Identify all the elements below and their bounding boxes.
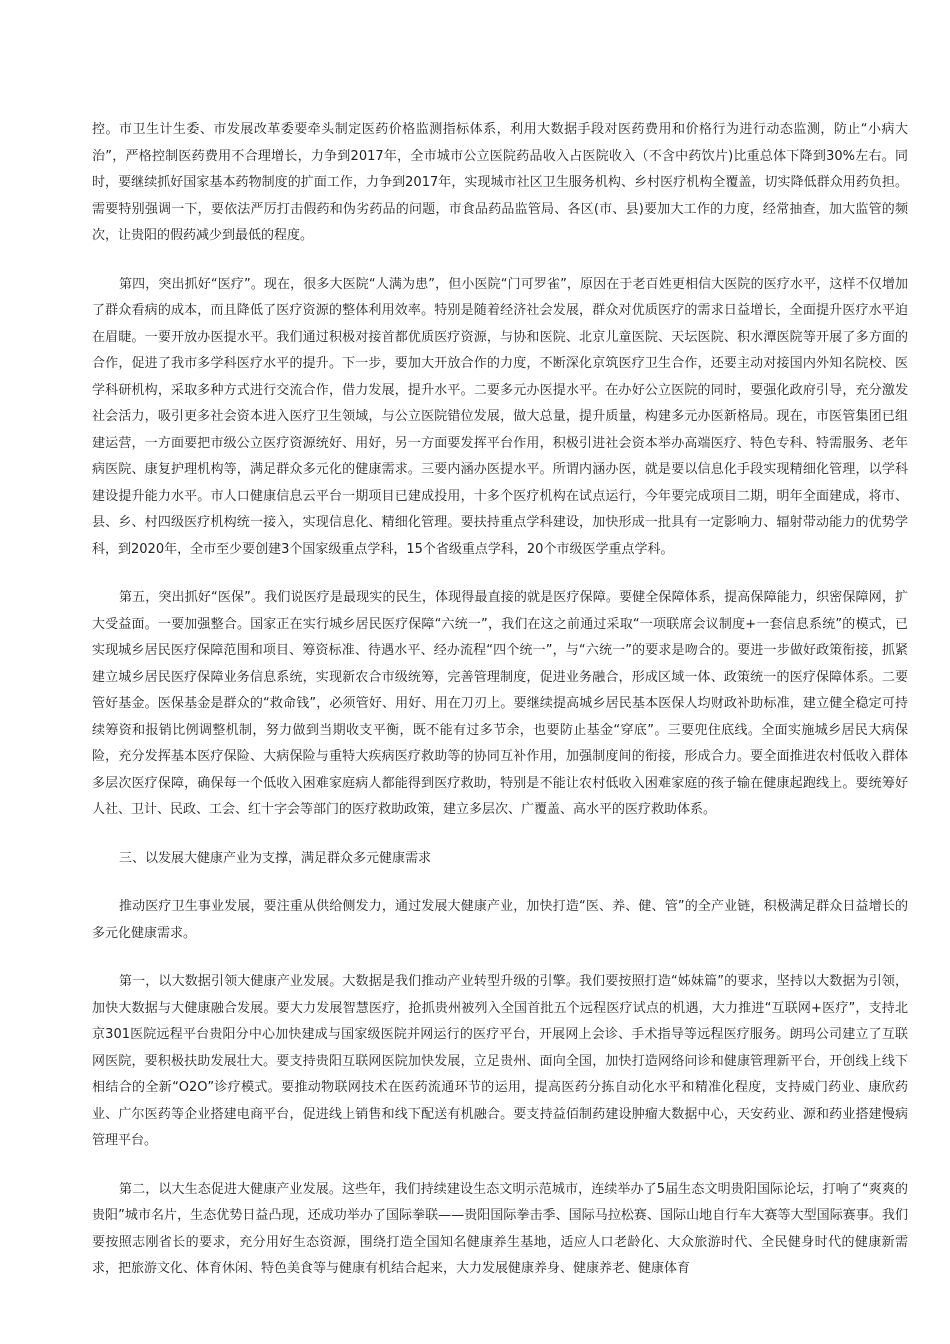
- paragraph-fourth-medical: 第四，突出抓好“医疗”。现在，很多大医院“人满为患”，但小医院“门可罗雀”，原因在于老百姓更相信大医院的医疗水平，这样不仅增加了群众看病的成本，而且降低了医疗资源的整体利用效率。特别是随着经济社会发展，群众对优质医疗的需求日益增长，全面提升医疗水平迫在眉睫。一要开放办医提水平。我们通过积极对接首都优质医疗资源，与协和医院、北京儿童医院、天坛医院、积水潭医院等开展了多方面的合作，促进了我市多学科医疗水平的提升。下一步，要加大开放合作的力度，不断深化京筑医疗卫生合作，还要主动对接国内外知名院校、医学科研机构，采取多种方式进行交流合作，借力发展，提升水平。二要多元办医提水平。在办好公立医院的同时，要强化政府引导，充分激发社会活力，吸引更多社会资本进入医疗卫生领域，与公立医院错位发展，做大总量，提升质量，构建多元办医新格局。现在，市医管集团已组建运营，一方面要把市级公立医疗资源统好、用好，另一方面要发挥平台作用，积极引进社会资本举办高端医疗、特色专科、特需服务、老年病医院、康复护理机构等，满足群众多元化的健康需求。三要内涵办医提水平。所谓内涵办医，就是要以信息化手段实现精细化管理，以学科建设提升能力水平。市人口健康信息云平台一期项目已建成投用，十多个医疗机构在试点运行，今年要完成项目二期，明年全面建成，将市、县、乡、村四级医疗机构统一接入，实现信息化、精细化管理。要扶持重点学科建设，加快形成一批具有一定影响力、辐射带动能力的优势学科，到2020年，全市至少要创建3个国家级重点学科，15个省级重点学科，20个市级医学重点学科。: [92, 276, 908, 557]
- paragraph-price-control: 控。市卫生计生委、市发展改革委要牵头制定医药价格监测指标体系，利用大数据手段对医药费用和价格行为进行动态监测，防止“小病大治”，严格控制医药费用不合理增长，力争到2017年，全市城市公立医院药品收入占医院收入（不含中药饮片)比重总体下降到30%左右。同时，要继续抓好国家基本药物制度的扩面工作，力争到2017年，实现城市社区卫生服务机构、乡村医疗机构全覆盖，切实降低群众用药负担。需要特别强调一下，要依法严厉打击假药和伪劣药品的问题，市食品药品监管局、各区(市、县)要加大工作的力度，经常抽查，加大监管的频次，让贵阳的假药减少到最低的程度。: [92, 122, 908, 243]
- section-heading-three: 三、以发展大健康产业为支撑，满足群众多元健康需求: [119, 850, 432, 866]
- paragraph-health-industry-intro: 推动医疗卫生事业发展，要注重从供给侧发力，通过发展大健康产业，加快打造“医、养、健、管”的全产业链，积极满足群众日益增长的多元化健康需求。: [92, 899, 908, 941]
- document-body: [92, 117, 908, 1305]
- paragraph-second-ecology: 第二，以大生态促进大健康产业发展。这些年，我们持续建设生态文明示范城市，连续举办了5届生态文明贵阳国际论坛，打响了“爽爽的贵阳”城市名片，生态优势日益凸现，还成功举办了国际拳联——贵阳国际拳击季、国际马拉松赛、国际山地自行车大赛等大型国际赛事。我们要按照志刚省长的要求，充分用好生态资源，围绕打造全国知名健康养生基地，适应人口老龄化、大众旅游时代、全民健身时代的健康新需求，把旅游文化、体育休闲、特色美食等与健康有机结合起来，大力发展健康养身、健康养老、健康体育: [92, 1181, 908, 1276]
- paragraph-fifth-insurance: 第五，突出抓好“医保”。我们说医疗是最现实的民生，体现得最直接的就是医疗保障。要健全保障体系，提高保障能力，织密保障网，扩大受益面。一要加强整合。国家正在实行城乡居民医疗保障“六统一”，我们在这之前通过采取“一项联席会议制度+一套信息系统”的模式，已实现城乡居民医疗保障范围和项目、筹资标准、待遇水平、经办流程“四个统一”，与“六统一”的要求是吻合的。要进一步做好政策衔接，抓紧建立城乡居民医疗保障业务信息系统，实现新农合市级统筹，完善管理制度，促进业务融合，形成区域一体、政策统一的医疗保障体系。二要管好基金。医保基金是群众的“救命钱”，必须管好、用好、用在刀刃上。要继续提高城乡居民基本医保人均财政补助标准，建立健全稳定可持续筹资和报销比例调整机制，努力做到当期收支平衡，既不能有过多节余，也要防止基金“穿底”。三要兜住底线。全面实施城乡居民大病保险，充分发挥基本医疗保险、大病保险与重特大疾病医疗救助等的协同互补作用，加强制度间的衔接，形成合力。要全面推进农村低收入群体多层次医疗保障，确保每一个低收入困难家庭病人都能得到医疗救助，特别是不能让农村低收入困难家庭的孩子输在健康起跑线上。要统筹好人社、卫计、民政、工会、红十字会等部门的医疗救助政策，建立多层次、广覆盖、高水平的医疗救助体系。: [92, 590, 908, 817]
- paragraph-first-big-data: 第一，以大数据引领大健康产业发展。大数据是我们推动产业转型升级的引擎。我们要按照打造“姊妹篇”的要求，坚持以大数据为引领，加快大数据与大健康融合发展。要大力发展智慧医疗，抢抓贵州被列入全国首批五个远程医疗试点的机遇，大力推进“互联网+医疗”，支持北京301医院远程平台贵阳分中心加快建成与国家级医院并网运行的医疗平台，开展网上会诊、手术指导等远程医疗服务。朗玛公司建立了互联网医院，要积极扶助发展壮大。要支持贵阳互联网医院加快发展，立足贵州、面向全国，加快打造网络问诊和健康管理新平台，开创线上线下相结合的全新“O2O”诊疗模式。要推动物联网技术在医药流通环节的运用，提高医药分拣自动化水平和精准化程度，支持威门药业、康欣药业、广尔医药等企业搭建电商平台，促进线上销售和线下配送有机融合。要支持益佰制药建设肿瘤大数据中心，天安药业、源和药业搭建慢病管理平台。: [92, 974, 908, 1148]
